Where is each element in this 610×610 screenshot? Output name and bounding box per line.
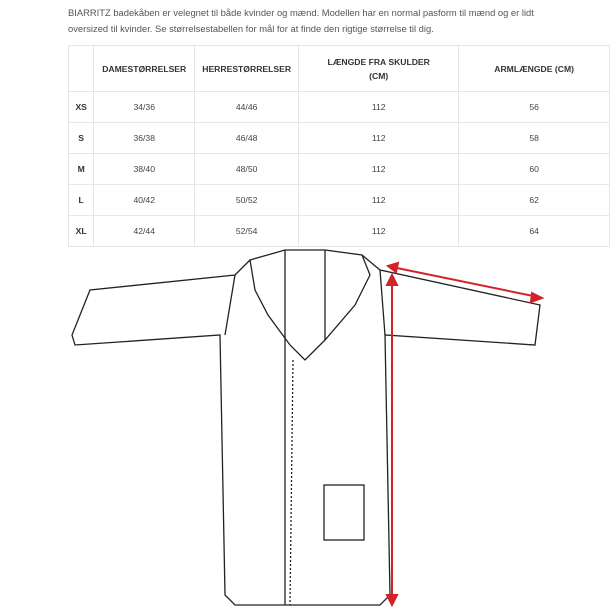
table-row xyxy=(69,154,610,185)
measurement-arrows xyxy=(387,263,542,605)
header-cell: LÆNGDE FRA SKULDER (CM) xyxy=(299,46,459,92)
table-cell: 50/52 xyxy=(195,185,299,216)
table-row xyxy=(69,123,610,154)
size-label: XS xyxy=(69,92,94,123)
size-table xyxy=(68,45,610,247)
table-header-row xyxy=(69,46,610,92)
table-row xyxy=(69,216,610,247)
table-row xyxy=(69,185,610,216)
table-cell: 64 xyxy=(459,216,610,247)
table-cell: 34/36 xyxy=(94,92,195,123)
table-cell: 52/54 xyxy=(195,216,299,247)
arrow-head xyxy=(388,263,398,272)
table-cell: 112 xyxy=(299,185,459,216)
table-cell: 40/42 xyxy=(94,185,195,216)
size-label: XL xyxy=(69,216,94,247)
table-cell: 112 xyxy=(299,123,459,154)
header-cell: ARMLÆNGDE (CM) xyxy=(459,46,610,92)
robe-outline xyxy=(72,250,540,605)
header-cell: HERRESTØRRELSER xyxy=(195,46,299,92)
table-cell: 58 xyxy=(459,123,610,154)
sleeve-length-arrow xyxy=(392,267,538,297)
arrow-head xyxy=(387,275,397,285)
table-cell: 38/40 xyxy=(94,154,195,185)
table-cell: 112 xyxy=(299,92,459,123)
table-cell: 36/38 xyxy=(94,123,195,154)
table-cell: 112 xyxy=(299,154,459,185)
table-cell: 44/46 xyxy=(195,92,299,123)
table-row xyxy=(69,92,610,123)
header-cell xyxy=(69,46,94,92)
table-cell: 42/44 xyxy=(94,216,195,247)
table-cell: 112 xyxy=(299,216,459,247)
size-label: M xyxy=(69,154,94,185)
table-cell: 46/48 xyxy=(195,123,299,154)
table-cell: 48/50 xyxy=(195,154,299,185)
size-label: L xyxy=(69,185,94,216)
table-cell: 56 xyxy=(459,92,610,123)
size-label: S xyxy=(69,123,94,154)
table-cell: 62 xyxy=(459,185,610,216)
table-cell: 60 xyxy=(459,154,610,185)
arrow-head xyxy=(531,293,542,302)
robe-diagram xyxy=(0,245,610,610)
header-cell: DAMESTØRRELSER xyxy=(94,46,195,92)
intro-text: BIARRITZ badekåben er velegnet til både kvinder og mænd. Modellen har en normal pasform til mænd og er lidt oversized til kvinder. Se størrelsestabellen for mål for at finde den rigtige størrelse til dig. xyxy=(68,7,534,34)
arrow-head xyxy=(387,595,397,605)
